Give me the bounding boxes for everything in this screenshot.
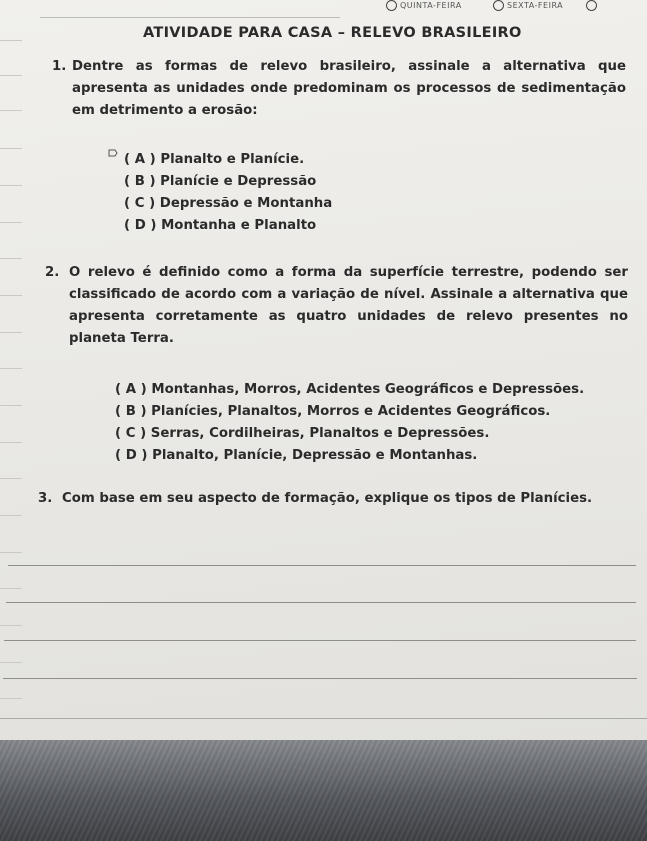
day-label: QUINTA-FEIRA: [400, 1, 462, 10]
q2-option-a[interactable]: ( A ) Montanhas, Morros, Acidentes Geográficos e Depressões.: [115, 382, 585, 397]
answer-line[interactable]: [6, 602, 636, 603]
q1-option-d[interactable]: ( D ) Montanha e Planalto: [124, 218, 317, 233]
page-margin-ticks: [0, 0, 30, 740]
question-number: 2.: [45, 265, 60, 280]
q1-option-b[interactable]: ( B ) Planície e Depressão: [124, 174, 317, 189]
answer-line[interactable]: [4, 640, 636, 641]
header-rule: [40, 17, 340, 18]
answer-line[interactable]: [3, 678, 637, 679]
q1-option-a[interactable]: ( A ) Planalto e Planície.: [124, 152, 305, 167]
question-3: [38, 488, 632, 510]
q2-option-c[interactable]: ( C ) Serras, Cordilheiras, Planaltos e Depressões.: [115, 426, 490, 441]
day-option-sexta[interactable]: [493, 0, 563, 11]
day-option-quinta[interactable]: [386, 0, 462, 11]
q2-option-b[interactable]: ( B ) Planícies, Planaltos, Morros e Acidentes Geográficos.: [115, 404, 551, 419]
worksheet-title: ATIVIDADE PARA CASA – RELEVO BRASILEIRO: [143, 25, 522, 41]
day-option-extra[interactable]: [586, 0, 600, 11]
floor-background: [0, 735, 647, 841]
answer-line[interactable]: [8, 565, 636, 566]
question-stem: O relevo é definido como a forma da superfície terrestre, podendo ser classificado de acordo com a variação de nível. Assinale a alternativa que apresenta corretamente as quatro unidades de relevo presentes no planeta Terra.: [69, 265, 628, 346]
question-number: 1.: [52, 59, 67, 74]
question-number: 3.: [38, 491, 53, 506]
checkbox-circle-icon[interactable]: [586, 0, 597, 11]
question-1: [52, 56, 626, 122]
question-2: [45, 262, 628, 350]
question-stem: Dentre as formas de relevo brasileiro, assinale a alternativa que apresenta as unidades onde predominam os processos de sedimentação em detrimento a erosão:: [72, 59, 626, 118]
q2-option-d[interactable]: ( D ) Planalto, Planície, Depressão e Montanhas.: [115, 448, 478, 463]
page-bottom-rule: [0, 718, 647, 719]
question-stem: Com base em seu aspecto de formação, explique os tipos de Planícies.: [62, 491, 593, 506]
day-label: SEXTA-FEIRA: [507, 1, 564, 10]
q1-option-c[interactable]: ( C ) Depressão e Montanha: [124, 196, 333, 211]
checkbox-circle-icon[interactable]: [386, 0, 397, 11]
pencil-mark-icon: [108, 148, 118, 158]
checkbox-circle-icon[interactable]: [493, 0, 504, 11]
